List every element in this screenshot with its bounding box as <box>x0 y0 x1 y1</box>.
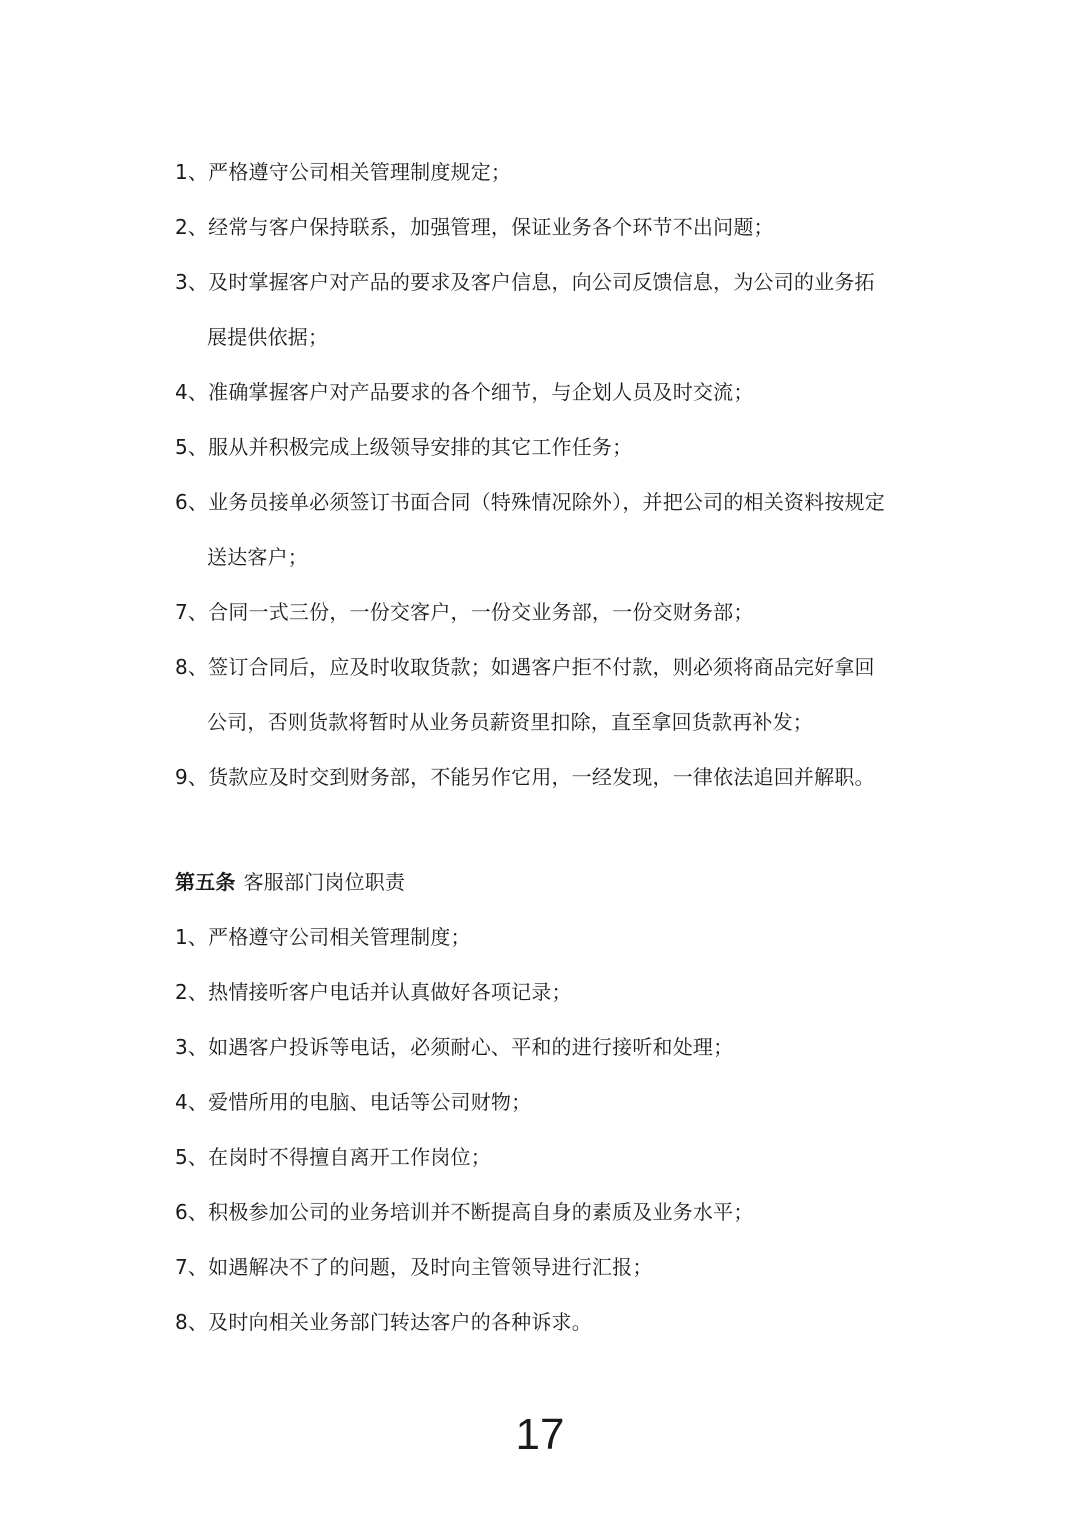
document-content <box>175 150 915 1355</box>
list-item-continuation: 公司，否则货款将暂时从业务员薪资里扣除，直至拿回货款再补发； <box>207 710 813 734</box>
list-item: 4、准确掌握客户对产品要求的各个细节，与企划人员及时交流； <box>175 380 754 404</box>
list-item: 5、在岗时不得擅自离开工作岗位； <box>175 1145 491 1169</box>
page-number: 17 <box>515 1410 565 1459</box>
list-item: 1、严格遵守公司相关管理制度； <box>175 925 471 949</box>
section-four-list <box>175 150 915 810</box>
list-item: 1、严格遵守公司相关管理制度规定； <box>175 160 512 184</box>
section-heading <box>175 860 915 915</box>
list-item: 7、如遇解决不了的问题，及时向主管领导进行汇报； <box>175 1255 653 1279</box>
list-item: 3、及时掌握客户对产品的要求及客户信息，向公司反馈信息，为公司的业务拓 <box>175 270 875 294</box>
list-item: 4、爱惜所用的电脑、电话等公司财物； <box>175 1090 532 1114</box>
list-item-continuation: 送达客户； <box>207 545 308 569</box>
list-item-continuation: 展提供依据； <box>207 325 329 349</box>
list-item: 8、签订合同后，应及时收取货款；如遇客户拒不付款，则必须将商品完好拿回 <box>175 655 875 679</box>
list-item: 7、合同一式三份，一份交客户，一份交业务部，一份交财务部； <box>175 600 754 624</box>
list-item: 9、货款应及时交到财务部，不能另作它用，一经发现，一律依法追回并解职。 <box>175 765 875 789</box>
list-item: 2、热情接听客户电话并认真做好各项记录； <box>175 980 572 1004</box>
section-five-list <box>175 915 915 1355</box>
section-heading-label: 第五条 <box>175 870 236 894</box>
list-item: 6、业务员接单必须签订书面合同（特殊情况除外），并把公司的相关资料按规定 <box>175 490 885 514</box>
list-item: 6、积极参加公司的业务培训并不断提高自身的素质及业务水平； <box>175 1200 754 1224</box>
list-item: 5、服从并积极完成上级领导安排的其它工作任务； <box>175 435 633 459</box>
section-heading-title: 客服部门岗位职责 <box>243 870 406 894</box>
list-item: 8、及时向相关业务部门转达客户的各种诉求。 <box>175 1310 592 1334</box>
list-item: 2、经常与客户保持联系，加强管理，保证业务各个环节不出问题； <box>175 215 774 239</box>
section-gap <box>175 810 915 860</box>
list-item: 3、如遇客户投诉等电话，必须耐心、平和的进行接听和处理； <box>175 1035 734 1059</box>
